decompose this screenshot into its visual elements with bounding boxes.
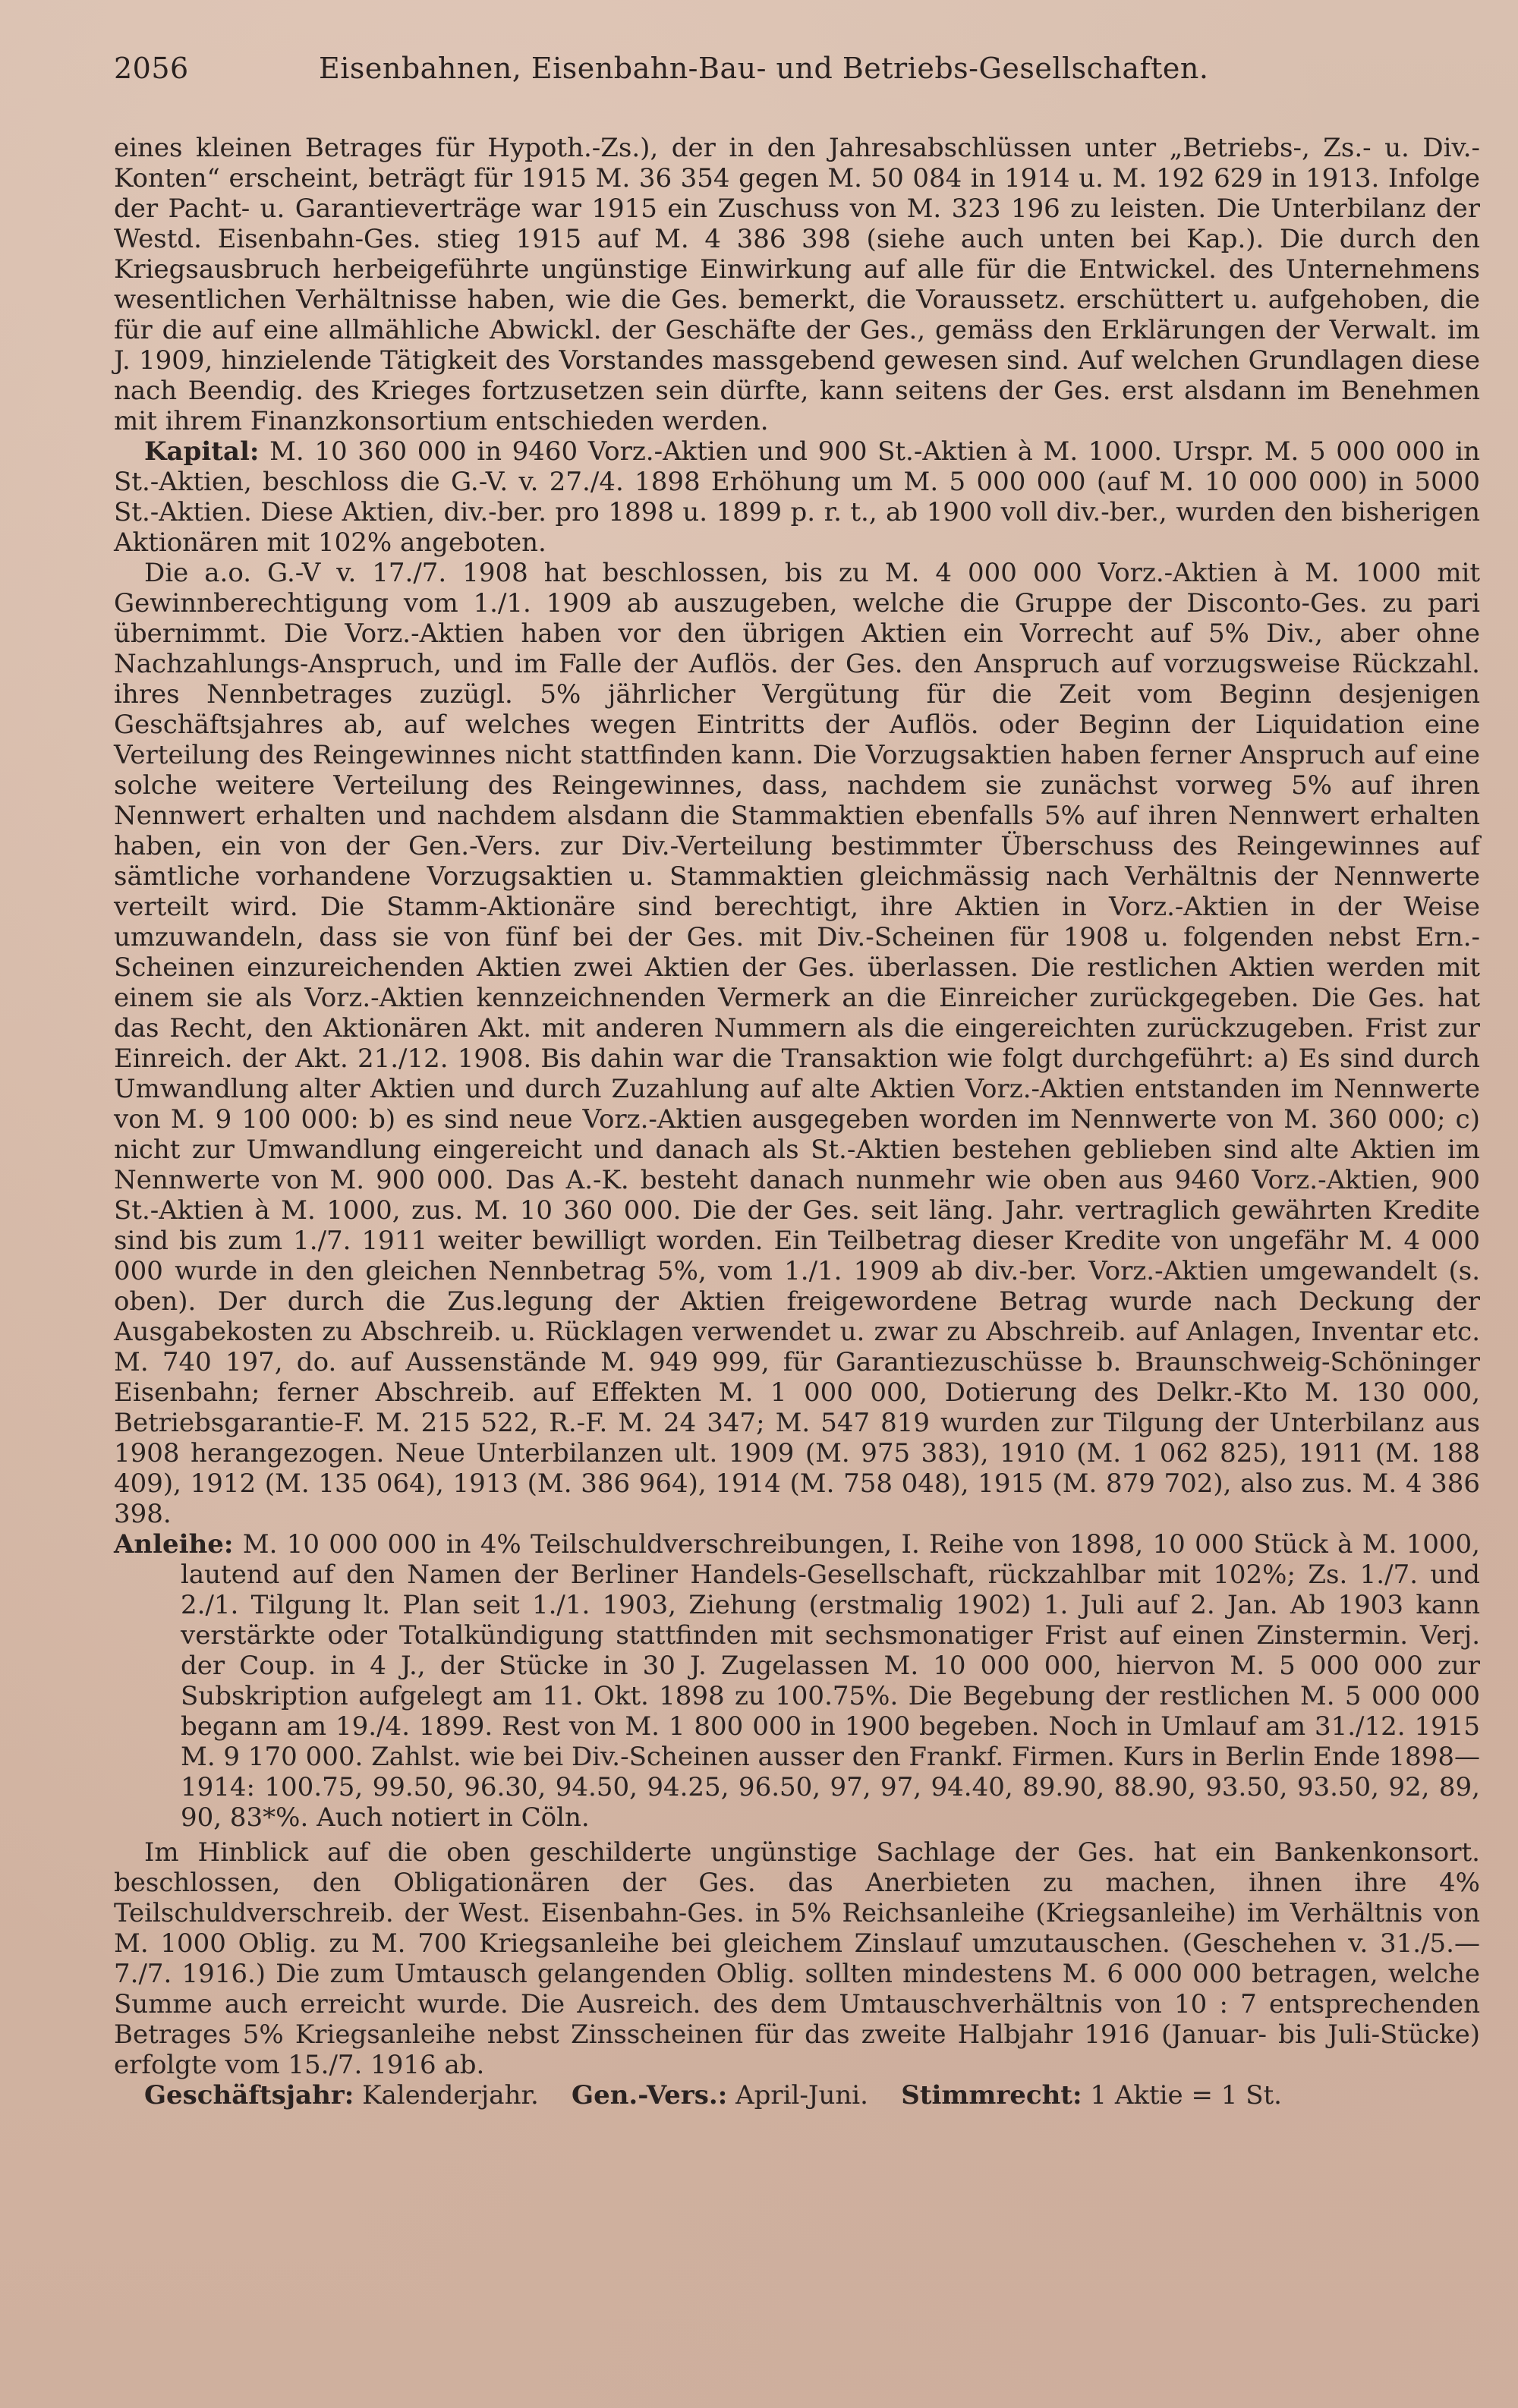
- paragraph-kapital: [114, 436, 1480, 558]
- paragraph-anleihe: [114, 1529, 1480, 1833]
- gen-vers-label: Gen.-Vers.:: [572, 2080, 728, 2111]
- page-body: [114, 133, 1480, 2111]
- geschaeftsjahr-text: Kalenderjahr.: [362, 2080, 539, 2111]
- kapital-text: M. 10 360 000 in 9460 Vorz.-Aktien und 900 St.-Aktien à M. 1000. Urspr. M. 5 000 000 in St.-Aktien, beschloss die G.-V. v. 27./4. 1898 Erhöhung um M. 5 000 000 (auf M. 10 000 000) in 5000 St.-Aktien. Diese Aktien, div.-ber. pro 1898 u. 1899 p. r. t., ab 1900 voll div.-ber., wurden den bisherigen Aktionären mit 102% angeboten.: [114, 436, 1480, 558]
- page-number: 2056: [114, 52, 189, 85]
- gen-vers-text: April-Juni.: [735, 2080, 868, 2111]
- stimmrecht-label: Stimmrecht:: [901, 2080, 1082, 2111]
- paragraph-geschaeftsjahr: [114, 2080, 1480, 2111]
- geschaeftsjahr-label: Geschäftsjahr:: [144, 2080, 354, 2111]
- anleihe-text: M. 10 000 000 in 4% Teilschuldverschreibungen, I. Reihe von 1898, 10 000 Stück à M. 1000, lautend auf den Namen der Berliner Handels-Gesellschaft, rückzahlbar mit 102%; Zs. 1./7. und 2./1. Tilgung lt. Plan seit 1./1. 1903, Ziehung (erstmalig 1902) 1. Juli auf 2. Jan. Ab 1903 kann verstärkte oder Totalkündigung stattfinden mit sechsmonatiger Frist auf einen Zinstermin. Verj. der Coup. in 4 J., der Stücke in 30 J. Zugelassen M. 10 000 000, hiervon M. 5 000 000 zur Subskription aufgelegt am 11. Okt. 1898 zu 100.75%. Die Begebung der restlichen M. 5 000 000 begann am 19./4. 1899. Rest von M. 1 800 000 in 1900 begeben. Noch in Umlauf am 31./12. 1915 M. 9 170 000. Zahlst. wie bei Div.-Scheinen ausser den Frankf. Firmen. Kurs in Berlin Ende 1898—1914: 100.75, 99.50, 96.30, 94.50, 94.25, 96.50, 97, 97, 94.40, 89.90, 88.90, 93.50, 93.50, 92, 89, 90, 83*%. Auch notiert in Cöln.: [181, 1529, 1480, 1833]
- stimmrecht-text: 1 Aktie = 1 St.: [1090, 2080, 1282, 2111]
- paragraph-intro: eines kleinen Betrages für Hypoth.-Zs.), der in den Jahresabschlüssen unter „Betriebs-, Zs.- u. Div.-Konten“ erscheint, beträgt für 1915 M. 36 354 gegen M. 50 084 in 1914 u. M. 192 629 in 1913. Infolge der Pacht- u. Garantieverträge war 1915 ein Zuschuss von M. 323 196 zu leisten. Die Unterbilanz der Westd. Eisenbahn-Ges. stieg 1915 auf M. 4 386 398 (siehe auch unten bei Kap.). Die durch den Kriegsausbruch herbeigeführte ungünstige Einwirkung auf alle für die Entwickel. des Unternehmens wesentlichen Verhältnisse haben, wie die Ges. bemerkt, die Voraussetz. erschüttert u. aufgehoben, die für die auf eine allmähliche Abwickl. der Geschäfte der Ges., gemäss den Erklärungen der Verwalt. im J. 1909, hinzielende Tätigkeit des Vorstandes massgebend gewesen sind. Auf welchen Grundlagen diese nach Beendig. des Krieges fortzusetzen sein dürfte, kann seitens der Ges. erst alsdann im Benehmen mit ihrem Finanzkonsortium entschieden werden.: [114, 133, 1480, 436]
- page-header: [114, 52, 1480, 85]
- running-title: Eisenbahnen, Eisenbahn-Bau- und Betriebs-Gesellschaften.: [319, 52, 1209, 85]
- paragraph-vorzugsaktien: Die a.o. G.-V v. 17./7. 1908 hat beschlossen, bis zu M. 4 000 000 Vorz.-Aktien à M. 1000 mit Gewinnberechtigung vom 1./1. 1909 ab auszugeben, welche die Gruppe der Disconto-Ges. zu pari übernimmt. Die Vorz.-Aktien haben vor den übrigen Aktien ein Vorrecht auf 5% Div., aber ohne Nachzahlungs-Anspruch, und im Falle der Auflös. der Ges. den Anspruch auf vorzugsweise Rückzahl. ihres Nennbetrages zuzügl. 5% jährlicher Vergütung für die Zeit vom Beginn desjenigen Geschäftsjahres ab, auf welches wegen Eintritts der Auflös. oder Beginn der Liquidation eine Verteilung des Reingewinnes nicht stattfinden kann. Die Vorzugsaktien haben ferner Anspruch auf eine solche weitere Verteilung des Reingewinnes, dass, nachdem sie zunächst vorweg 5% auf ihren Nennwert erhalten und nachdem alsdann die Stammaktien ebenfalls 5% auf ihren Nennwert erhalten haben, ein von der Gen.-Vers. zur Div.-Verteilung bestimmter Überschuss des Reingewinnes auf sämtliche vorhandene Vorzugsaktien u. Stammaktien gleichmässig nach Verhältnis der Nennwerte verteilt wird. Die Stamm-Aktionäre sind berechtigt, ihre Aktien in Vorz.-Aktien in der Weise umzuwandeln, dass sie von fünf bei der Ges. mit Div.-Scheinen für 1908 u. folgenden nebst Ern.-Scheinen einzureichenden Aktien zwei Aktien der Ges. überlassen. Die restlichen Aktien werden mit einem sie als Vorz.-Aktien kennzeichnenden Vermerk an die Einreicher zurückgegeben. Die Ges. hat das Recht, den Aktionären Akt. mit anderen Nummern als die eingereichten zurückzugeben. Frist zur Einreich. der Akt. 21./12. 1908. Bis dahin war die Transaktion wie folgt durchgeführt: a) Es sind durch Umwandlung alter Aktien und durch Zuzahlung auf alte Aktien Vorz.-Aktien entstanden im Nennwerte von M. 9 100 000: b) es sind neue Vorz.-Aktien ausgegeben worden im Nennwerte von M. 360 000; c) nicht zur Umwandlung eingereicht und danach als St.-Aktien bestehen geblieben sind alte Aktien im Nennwerte von M. 900 000. Das A.-K. besteht danach nunmehr wie oben aus 9460 Vorz.-Aktien, 900 St.-Aktien à M. 1000, zus. M. 10 360 000. Die der Ges. seit läng. Jahr. vertraglich gewährten Kredite sind bis zum 1./7. 1911 weiter bewilligt worden. Ein Teilbetrag dieser Kredite von ungefähr M. 4 000 000 wurde in den gleichen Nennbetrag 5%, vom 1./1. 1909 ab div.-ber. Vorz.-Aktien umgewandelt (s. oben). Der durch die Zus.legung der Aktien freigewordene Betrag wurde nach Deckung der Ausgabekosten zu Abschreib. u. Rücklagen verwendet u. zwar zu Abschreib. auf Anlagen, Inventar etc. M. 740 197, do. auf Aussenstände M. 949 999, für Garantiezuschüsse b. Braunschweig-Schöninger Eisenbahn; ferner Abschreib. auf Effekten M. 1 000 000, Dotierung des Delkr.-Kto M. 130 000, Betriebsgarantie-F. M. 215 522, R.-F. M. 24 347; M. 547 819 wurden zur Tilgung der Unterbilanz aus 1908 herangezogen. Neue Unterbilanzen ult. 1909 (M. 975 383), 1910 (M. 1 062 825), 1911 (M. 188 409), 1912 (M. 135 064), 1913 (M. 386 964), 1914 (M. 758 048), 1915 (M. 879 702), also zus. M. 4 386 398.: [114, 558, 1480, 1529]
- paragraph-umtausch: Im Hinblick auf die oben geschilderte ungünstige Sachlage der Ges. hat ein Bankenkonsort. beschlossen, den Obligationären der Ges. das Anerbieten zu machen, ihnen ihre 4% Teilschuldverschreib. der West. Eisenbahn-Ges. in 5% Reichsanleihe (Kriegsanleihe) im Verhältnis von M. 1000 Oblig. zu M. 700 Kriegsanleihe bei gleichem Zinslauf umzutauschen. (Geschehen v. 31./5.—7./7. 1916.) Die zum Umtausch gelangenden Oblig. sollten mindestens M. 6 000 000 betragen, welche Summe auch erreicht wurde. Die Ausreich. des dem Umtauschverhältnis von 10 : 7 entsprechenden Betrages 5% Kriegsanleihe nebst Zinsscheinen für das zweite Halbjahr 1916 (Januar- bis Juli-Stücke) erfolgte vom 15./7. 1916 ab.: [114, 1837, 1480, 2080]
- kapital-label: Kapital:: [144, 436, 260, 467]
- anleihe-label: Anleihe:: [114, 1529, 234, 1560]
